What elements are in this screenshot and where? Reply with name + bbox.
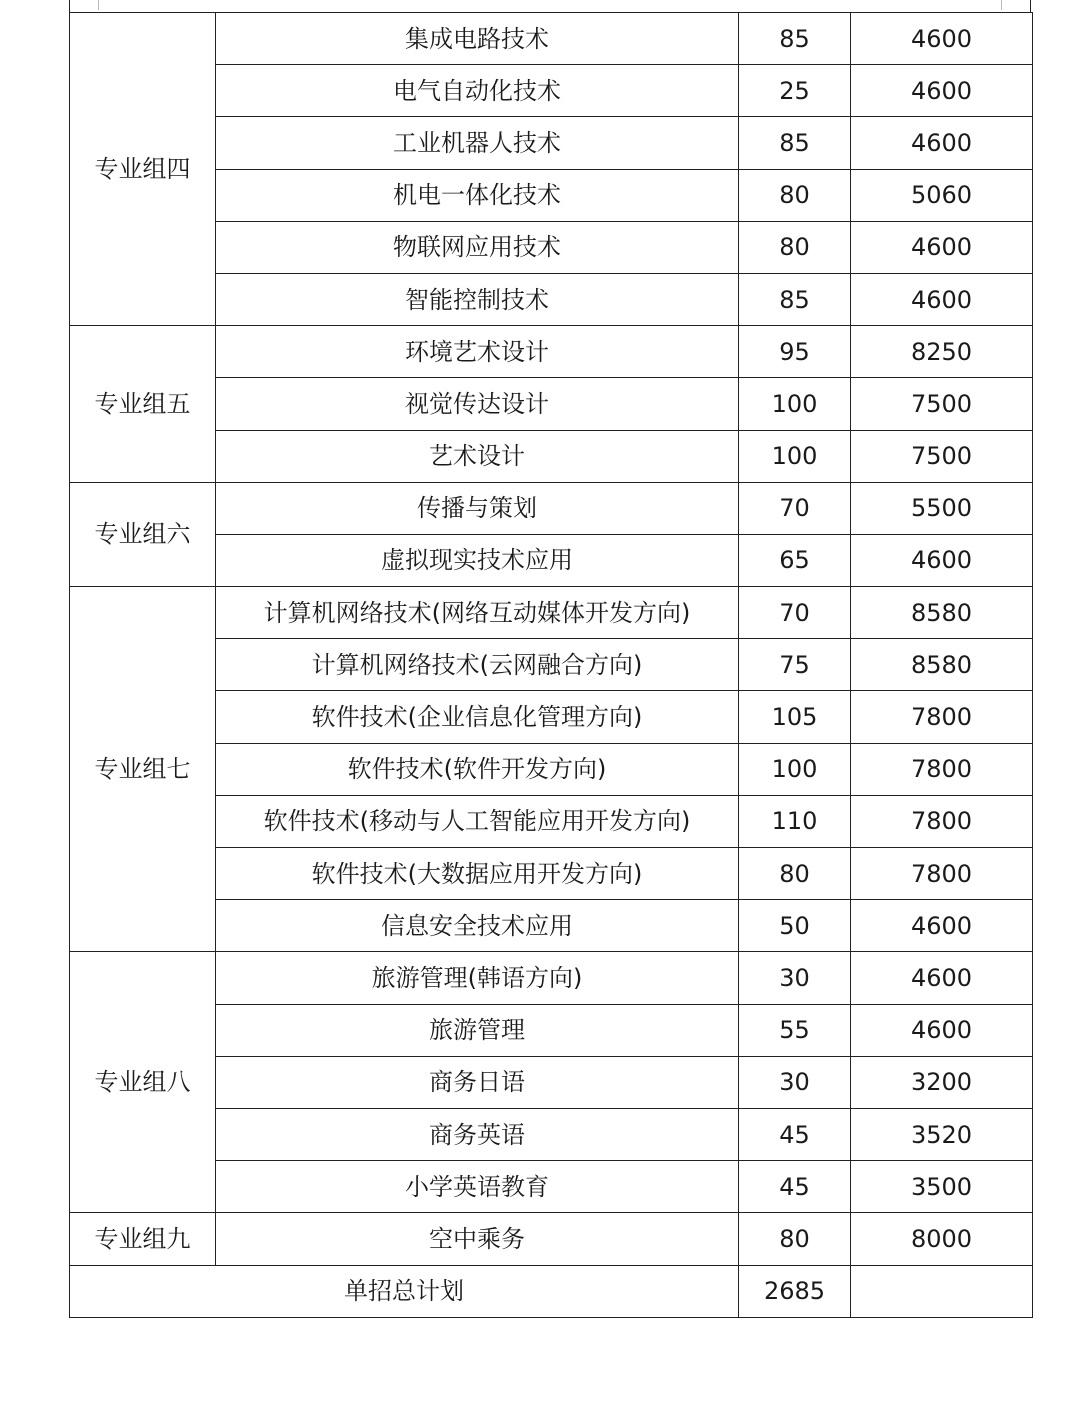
- group-cell: 专业组四: [70, 13, 216, 326]
- fee-cell: 3500: [851, 1161, 1033, 1213]
- major-cell: 软件技术(大数据应用开发方向): [216, 848, 739, 900]
- group-cell: 专业组六: [70, 482, 216, 586]
- major-cell: 计算机网络技术(云网融合方向): [216, 639, 739, 691]
- major-cell: 旅游管理(韩语方向): [216, 952, 739, 1004]
- fee-cell: 7800: [851, 795, 1033, 847]
- count-cell: 105: [739, 691, 851, 743]
- group-cell: 专业组八: [70, 952, 216, 1213]
- fee-cell: 3200: [851, 1056, 1033, 1108]
- faint-line-left: [98, 0, 99, 10]
- count-cell: 55: [739, 1004, 851, 1056]
- major-cell: 艺术设计: [216, 430, 739, 482]
- group-cell: 专业组七: [70, 587, 216, 952]
- fee-cell: 3520: [851, 1108, 1033, 1160]
- major-cell: 物联网应用技术: [216, 221, 739, 273]
- total-row: [70, 1265, 1033, 1317]
- table-row: [70, 326, 1033, 378]
- count-cell: 75: [739, 639, 851, 691]
- fee-cell: 4600: [851, 952, 1033, 1004]
- fee-cell: 4600: [851, 65, 1033, 117]
- fee-cell: 4600: [851, 1004, 1033, 1056]
- total-fee: [851, 1265, 1033, 1317]
- fee-cell: 4600: [851, 900, 1033, 952]
- major-cell: 视觉传达设计: [216, 378, 739, 430]
- table-row: [70, 587, 1033, 639]
- count-cell: 80: [739, 169, 851, 221]
- major-cell: 电气自动化技术: [216, 65, 739, 117]
- fee-cell: 8000: [851, 1213, 1033, 1265]
- count-cell: 50: [739, 900, 851, 952]
- count-cell: 30: [739, 1056, 851, 1108]
- major-cell: 集成电路技术: [216, 13, 739, 65]
- major-cell: 商务日语: [216, 1056, 739, 1108]
- enrollment-plan-table: [69, 12, 1033, 1318]
- fee-cell: 8250: [851, 326, 1033, 378]
- fee-cell: 7800: [851, 743, 1033, 795]
- count-cell: 85: [739, 273, 851, 325]
- total-label: 单招总计划: [70, 1265, 739, 1317]
- major-cell: 机电一体化技术: [216, 169, 739, 221]
- major-cell: 计算机网络技术(网络互动媒体开发方向): [216, 587, 739, 639]
- fee-cell: 5500: [851, 482, 1033, 534]
- count-cell: 100: [739, 430, 851, 482]
- count-cell: 45: [739, 1108, 851, 1160]
- fee-cell: 4600: [851, 273, 1033, 325]
- major-cell: 旅游管理: [216, 1004, 739, 1056]
- count-cell: 25: [739, 65, 851, 117]
- major-cell: 软件技术(软件开发方向): [216, 743, 739, 795]
- major-cell: 软件技术(移动与人工智能应用开发方向): [216, 795, 739, 847]
- fee-cell: 7800: [851, 691, 1033, 743]
- group-cell: 专业组九: [70, 1213, 216, 1265]
- count-cell: 45: [739, 1161, 851, 1213]
- count-cell: 70: [739, 482, 851, 534]
- count-cell: 110: [739, 795, 851, 847]
- major-cell: 传播与策划: [216, 482, 739, 534]
- major-cell: 信息安全技术应用: [216, 900, 739, 952]
- major-cell: 小学英语教育: [216, 1161, 739, 1213]
- fee-cell: 7500: [851, 430, 1033, 482]
- total-count: 2685: [739, 1265, 851, 1317]
- fee-cell: 7800: [851, 848, 1033, 900]
- count-cell: 85: [739, 13, 851, 65]
- major-cell: 智能控制技术: [216, 273, 739, 325]
- table-row: [70, 482, 1033, 534]
- major-cell: 商务英语: [216, 1108, 739, 1160]
- count-cell: 70: [739, 587, 851, 639]
- fee-cell: 4600: [851, 534, 1033, 586]
- fee-cell: 7500: [851, 378, 1033, 430]
- table-body: [70, 13, 1033, 1318]
- table-row: [70, 1213, 1033, 1265]
- table-row: [70, 13, 1033, 65]
- fee-cell: 4600: [851, 117, 1033, 169]
- group-cell: 专业组五: [70, 326, 216, 483]
- major-cell: 环境艺术设计: [216, 326, 739, 378]
- major-cell: 软件技术(企业信息化管理方向): [216, 691, 739, 743]
- count-cell: 80: [739, 848, 851, 900]
- fee-cell: 4600: [851, 13, 1033, 65]
- count-cell: 30: [739, 952, 851, 1004]
- count-cell: 95: [739, 326, 851, 378]
- previous-page-table-edge: [69, 0, 1031, 12]
- major-cell: 工业机器人技术: [216, 117, 739, 169]
- count-cell: 85: [739, 117, 851, 169]
- fee-cell: 8580: [851, 639, 1033, 691]
- major-cell: 空中乘务: [216, 1213, 739, 1265]
- table-row: [70, 952, 1033, 1004]
- count-cell: 100: [739, 743, 851, 795]
- major-cell: 虚拟现实技术应用: [216, 534, 739, 586]
- fee-cell: 4600: [851, 221, 1033, 273]
- count-cell: 80: [739, 1213, 851, 1265]
- fee-cell: 5060: [851, 169, 1033, 221]
- fee-cell: 8580: [851, 587, 1033, 639]
- count-cell: 80: [739, 221, 851, 273]
- faint-line-right: [1001, 0, 1002, 10]
- count-cell: 100: [739, 378, 851, 430]
- count-cell: 65: [739, 534, 851, 586]
